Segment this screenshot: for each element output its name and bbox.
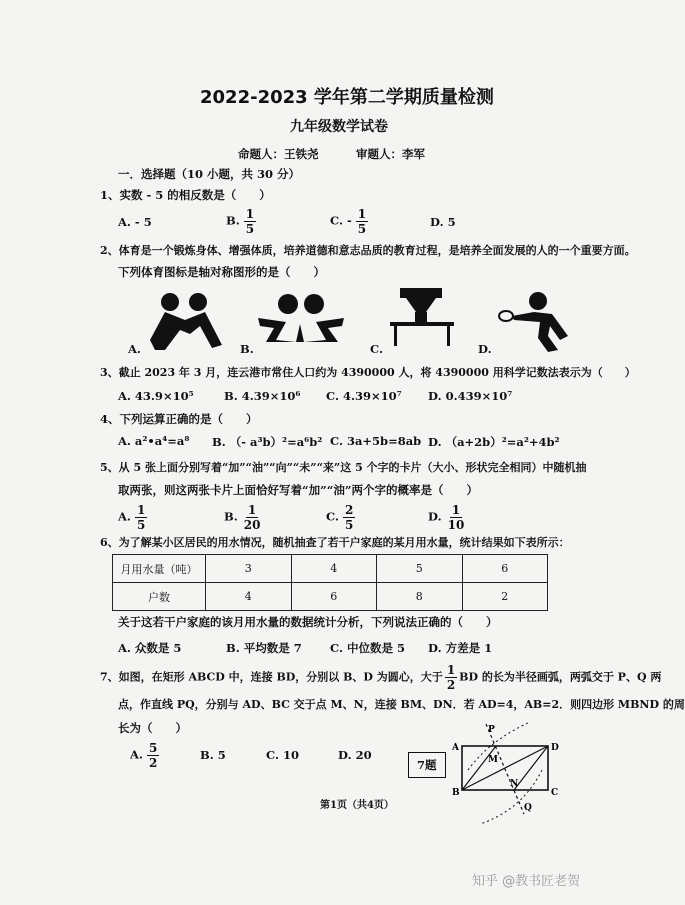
author-label: 命题人：王铁尧 (238, 147, 319, 161)
q7-option-a (130, 742, 159, 769)
q5-stem-line2: 取两张，则这两张卡片上面恰好写着“加”“油”两个字的概率是（ ） (118, 483, 478, 497)
q1-option-c (330, 208, 368, 235)
table-cell: 3 (206, 555, 292, 583)
q4-option-b: B. （- a³b）²=a⁶b² (212, 435, 323, 449)
q5-c-label: C. (326, 509, 339, 524)
reviewer-label: 审题人：李军 (356, 147, 425, 161)
water-usage-table (112, 554, 548, 611)
q2-option-b: B. (240, 342, 254, 356)
q1-c-num: 1 (357, 207, 367, 221)
q5-d-den: 10 (447, 518, 465, 532)
table-row (113, 583, 548, 611)
table-cell: 4 (206, 583, 292, 611)
point-p-label: P (488, 725, 495, 735)
point-n-label: N (510, 779, 519, 789)
table-cell: 8 (377, 583, 463, 611)
q5-a-fraction (135, 504, 147, 531)
q2-option-a: A. (128, 342, 141, 356)
point-m-label: M (488, 755, 498, 765)
q5-stem-line1: 5、从 5 张上面分别写着“加”“油”“向”“未”“来”这 5 个字的卡片（大小、形状完全相同）中随机抽 (100, 461, 587, 474)
q7-half-num: 1 (446, 663, 456, 677)
q1-c-den: 5 (357, 222, 367, 236)
q1-b-den: 5 (245, 222, 255, 236)
synchronized-swimming-icon (256, 292, 346, 346)
q5-b-num: 1 (247, 503, 257, 517)
q1-stem: 1、实数 - 5 的相反数是（ ） (100, 188, 271, 202)
q3-option-d: D. 0.439×10⁷ (428, 389, 513, 403)
q4-stem: 4、下列运算正确的是（ ） (100, 412, 258, 426)
q2-option-d: D. (478, 342, 492, 356)
point-d-label: D (551, 743, 559, 753)
q5-c-fraction (343, 504, 355, 531)
q3-option-b: B. 4.39×10⁶ (224, 389, 301, 403)
q2-option-c: C. (370, 342, 383, 356)
q2-stem-line2: 下列体育图标是轴对称图形的是（ ） (118, 265, 325, 279)
q7-a-fraction (147, 742, 159, 769)
point-b-label: B (452, 788, 460, 798)
q7-half-den: 2 (446, 678, 456, 692)
q7-option-b: B. 5 (200, 748, 226, 762)
q6-stem: 6、为了解某小区居民的用水情况，随机抽查了若干户家庭的某月用水量，统计结果如下表所示： (100, 536, 570, 549)
rectangle-abcd-figure (450, 720, 570, 840)
q7-half-fraction (445, 664, 457, 691)
q7-figure-label: 7题 (408, 752, 446, 778)
q7-a-num: 5 (148, 741, 158, 755)
q6-option-d: D. 方差是 1 (428, 641, 493, 655)
q5-d-num: 1 (451, 503, 461, 517)
q5-d-label: D. (428, 509, 442, 524)
table-cell: 5 (377, 555, 463, 583)
table-cell: 6 (462, 555, 548, 583)
point-a-label: A (452, 743, 459, 753)
q7-stem-line2: 点，作直线 PQ，分别与 AD、BC 交于点 M、N，连接 BM、DN．若 AD=4，AB=2．则四边形 MBND 的周 (118, 698, 685, 711)
gymnastics-icon (386, 286, 458, 348)
point-q-label: Q (524, 803, 532, 813)
q5-a-den: 5 (136, 518, 146, 532)
q5-option-b (224, 504, 262, 531)
q2-stem-line1: 2、体育是一个锻炼身体、增强体质，培养道德和意志品质的教育过程，是培养全面发展的人的一个重要方面。 (100, 244, 636, 257)
table-tennis-icon (494, 292, 578, 354)
q4-option-c: C. 3a+5b=8ab (330, 434, 422, 448)
q7-stem-part2: BD 的长为半径画弧，两弧交于 P、Q 两 (459, 670, 662, 684)
q1-b-fraction (244, 208, 256, 235)
q5-c-num: 2 (344, 503, 354, 517)
q1-c-fraction (356, 208, 368, 235)
q6-option-c: C. 中位数是 5 (330, 641, 405, 655)
q4-option-d: D. （a+2b）²=a²+4b² (428, 435, 560, 449)
q1-option-d: D. 5 (430, 215, 456, 229)
table-cell: 6 (291, 583, 377, 611)
q5-b-fraction (242, 504, 263, 531)
table-cell: 月用水量（吨） (113, 555, 206, 583)
section-heading: 一．选择题（10 小题，共 30 分） (118, 167, 301, 181)
q5-c-den: 5 (344, 518, 354, 532)
q4-option-a: A. a²•a⁴=a⁸ (118, 434, 190, 448)
q1-c-label: C. - (330, 213, 352, 228)
q7-a-den: 2 (148, 756, 158, 770)
exam-subtitle: 九年级数学试卷 (290, 119, 388, 135)
q5-b-den: 20 (243, 518, 261, 532)
table-cell: 4 (291, 555, 377, 583)
point-c-label: C (551, 788, 559, 798)
q3-option-a: A. 43.9×10⁵ (118, 389, 194, 403)
q7-stem-line3: 长为（ ） (118, 721, 187, 735)
q1-b-label: B. (226, 213, 240, 228)
q7-option-d: D. 20 (338, 748, 372, 762)
q6-option-b: B. 平均数是 7 (226, 641, 302, 655)
q1-option-a: A. - 5 (118, 215, 152, 229)
q1-option-b (226, 208, 256, 235)
wrestling-icon (140, 290, 230, 352)
q3-stem: 3、截止 2023 年 3 月，连云港市常住人口约为 4390000 人，将 4390000 用科学记数法表示为（ ） (100, 366, 636, 379)
page-number: 第1页（共4页） (320, 800, 394, 811)
q7-option-c: C. 10 (266, 748, 299, 762)
q5-option-a (118, 504, 147, 531)
q5-option-d (428, 504, 466, 531)
q5-a-label: A. (118, 509, 131, 524)
q6-option-a: A. 众数是 5 (118, 641, 182, 655)
q5-option-c (326, 504, 355, 531)
q7-stem-line1 (100, 664, 661, 691)
q6-after-table: 关于这若干户家庭的该月用水量的数据统计分析，下列说法正确的（ ） (118, 615, 498, 629)
q5-b-label: B. (224, 509, 238, 524)
q5-a-num: 1 (136, 503, 146, 517)
table-row (113, 555, 548, 583)
q5-d-fraction (446, 504, 467, 531)
q1-b-num: 1 (245, 207, 255, 221)
q7-a-label: A. (130, 747, 143, 762)
watermark: 知乎 @教书匠老贺 (472, 874, 581, 889)
exam-title: 2022-2023 学年第二学期质量检测 (200, 87, 494, 108)
q7-stem-part1: 7、如图，在矩形 ABCD 中，连接 BD，分别以 B、D 为圆心，大于 (100, 670, 443, 684)
table-cell: 2 (462, 583, 548, 611)
table-cell: 户数 (113, 583, 206, 611)
q3-option-c: C. 4.39×10⁷ (326, 389, 402, 403)
